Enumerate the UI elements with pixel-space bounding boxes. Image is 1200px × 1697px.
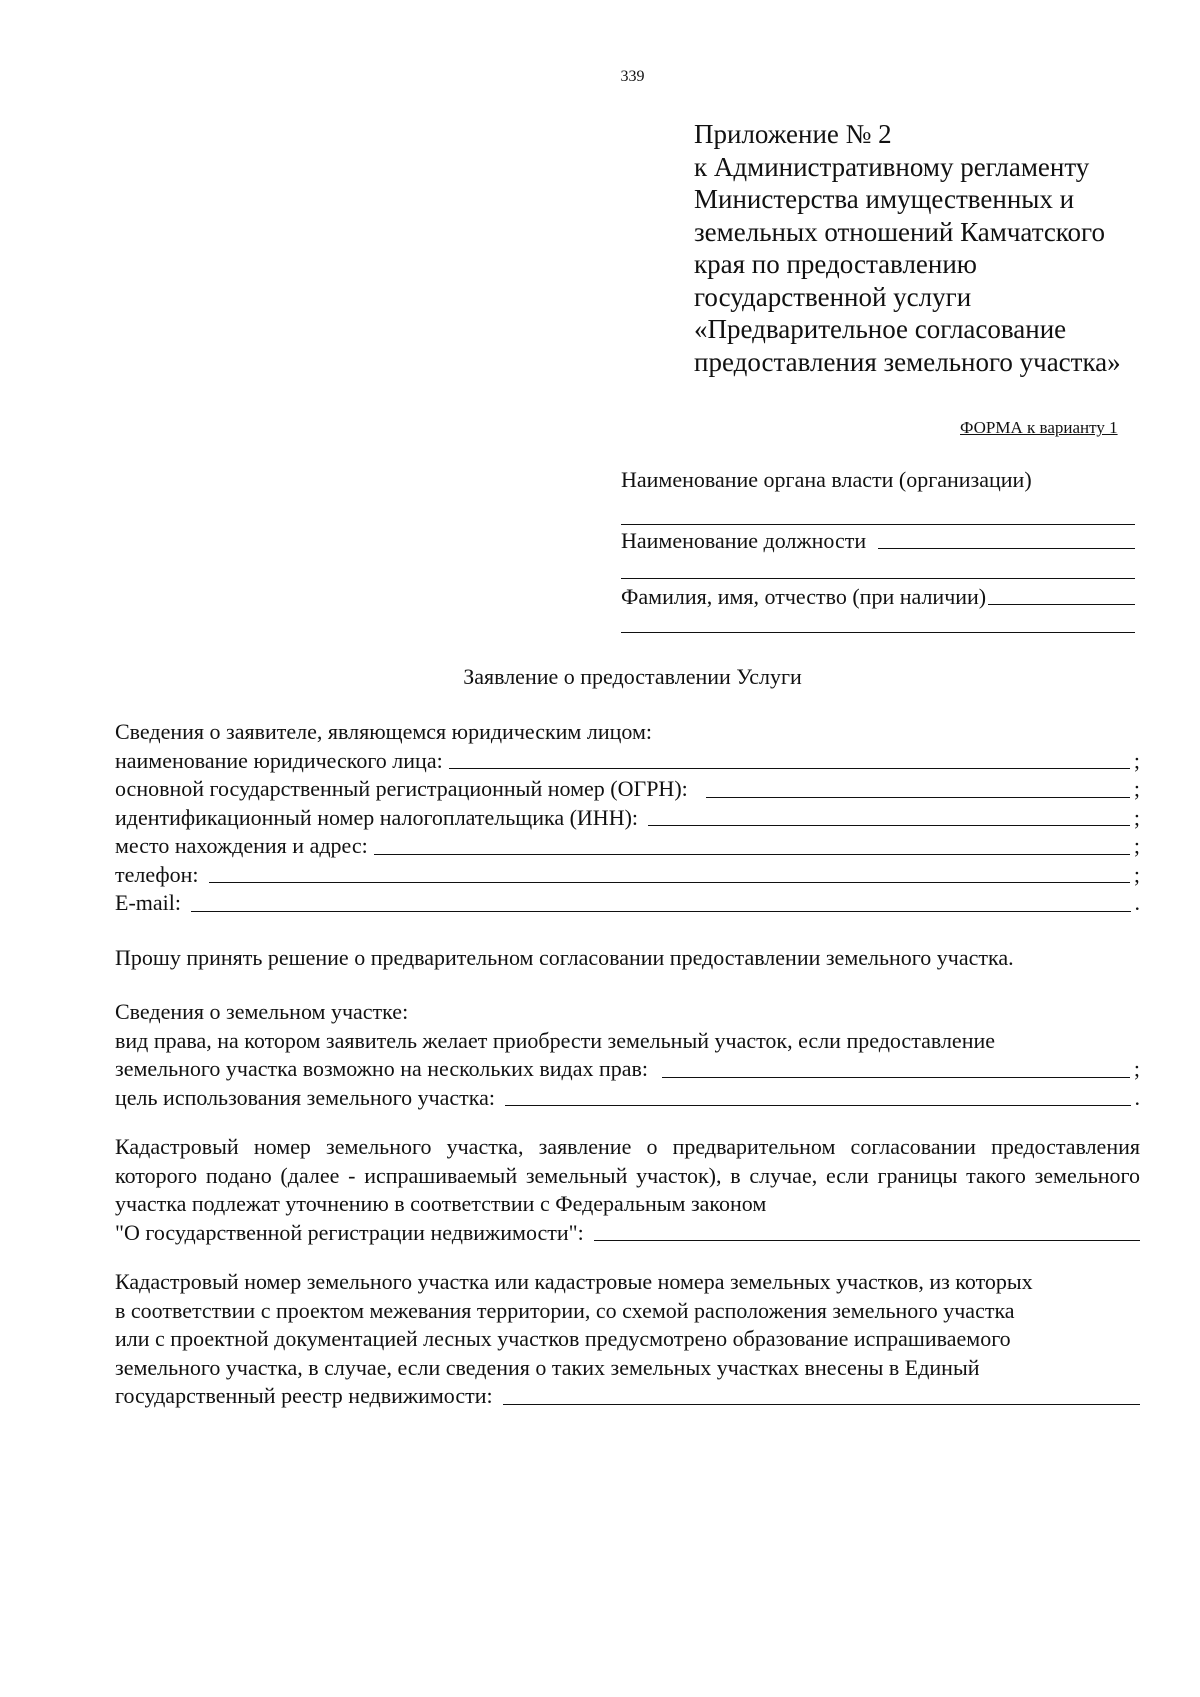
- phone-field[interactable]: [209, 882, 1130, 883]
- appendix-header: [694, 118, 1121, 378]
- inn-field[interactable]: [648, 825, 1130, 826]
- appendix-line: края по предоставлению: [694, 249, 977, 279]
- cadastral-2-line: или с проектной документацией лесных участков предусмотрено образование испрашиваемого: [115, 1326, 1011, 1351]
- form-variant-label: ФОРМА к варианту 1: [960, 418, 1118, 437]
- address-field[interactable]: [374, 854, 1130, 855]
- purpose-field[interactable]: [505, 1105, 1130, 1106]
- position-row: Наименование должности: [621, 524, 1135, 554]
- purpose-row: цель использования земельного участка: .: [115, 1084, 1140, 1110]
- cadastral-paragraph-2: [115, 1268, 1140, 1411]
- applicant-field-row: место нахождения и адрес: ;: [115, 833, 1140, 858]
- appendix-line: Министерства имущественных и: [694, 184, 1075, 214]
- appendix-line: предоставления земельного участка»: [694, 346, 1121, 377]
- applicant-title: Сведения о заявителе, являющемся юридическим лицом:: [115, 719, 652, 744]
- appendix-line: земельных отношений Камчатского: [694, 216, 1105, 247]
- cadastral-2-row: государственный реестр недвижимости:: [115, 1382, 1140, 1411]
- source-cadastral-numbers-field[interactable]: [503, 1404, 1140, 1405]
- land-plot-title: Сведения о земельном участке:: [115, 999, 409, 1024]
- applicant-section: [115, 718, 1140, 918]
- ogrn-field[interactable]: [706, 797, 1130, 798]
- applicant-field-row: телефон: ;: [115, 861, 1140, 887]
- right-type-field[interactable]: [662, 1077, 1130, 1078]
- applicant-field-row: идентификационный номер налогоплательщика (ИНН): ;: [115, 804, 1140, 830]
- appendix-line: государственной услуги: [694, 281, 972, 312]
- applicant-field-row: наименование юридического лица: ;: [115, 747, 1140, 773]
- position-field-line-2[interactable]: [621, 578, 1135, 579]
- land-plot-section: [115, 998, 1140, 1112]
- applicant-field-row: основной государственный регистрационный номер (ОГРН): ;: [115, 776, 1140, 801]
- right-type-row: земельного участка возможно на нескольких видах прав: ;: [115, 1056, 1140, 1081]
- cadastral-1-row: "О государственной регистрации недвижимости":: [115, 1219, 1140, 1248]
- cadastral-number-field[interactable]: [594, 1240, 1140, 1241]
- right-type-line: вид права, на котором заявитель желает приобрести земельный участок, если предоставление: [115, 1027, 995, 1053]
- cadastral-2-line: Кадастровый номер земельного участка или кадастровые номера земельных участков, из которых: [115, 1269, 1033, 1294]
- name-field[interactable]: [988, 604, 1135, 605]
- email-field[interactable]: [191, 911, 1131, 912]
- cadastral-2-line: земельного участка, в случае, если сведения о таких земельных участках внесены в Единый: [115, 1354, 980, 1380]
- authority-label: Наименование органа власти (организации): [621, 467, 1032, 492]
- name-field-line-2[interactable]: [621, 632, 1135, 633]
- appendix-line: «Предварительное согласование: [694, 314, 1067, 344]
- cadastral-paragraph-1: [115, 1133, 1140, 1247]
- position-field[interactable]: [878, 548, 1135, 549]
- legal-name-field[interactable]: [449, 768, 1130, 769]
- document-heading: Заявление о предоставлении Услуги: [463, 664, 802, 689]
- page-number: 339: [620, 68, 645, 85]
- applicant-field-row: E-mail: .: [115, 890, 1140, 915]
- request-text: Прошу принять решение о предварительном согласовании предоставлении земельного участка.: [115, 945, 1014, 970]
- appendix-line: к Административному регламенту: [694, 151, 1090, 182]
- name-row: Фамилия, имя, отчество (при наличии): [621, 580, 1135, 610]
- cadastral-1-text: Кадастровый номер земельного участка, заявление о предварительном согласовании предоставления которого подано (далее - испрашиваемый земельный участок), в случае, если границы такого земельного участка подлежат уточнению в соответствии с Федеральным законом: [115, 1134, 1140, 1216]
- appendix-line: Приложение № 2: [694, 119, 892, 149]
- cadastral-2-line: в соответствии с проектом межевания территории, со схемой расположения земельного участка: [115, 1297, 1015, 1323]
